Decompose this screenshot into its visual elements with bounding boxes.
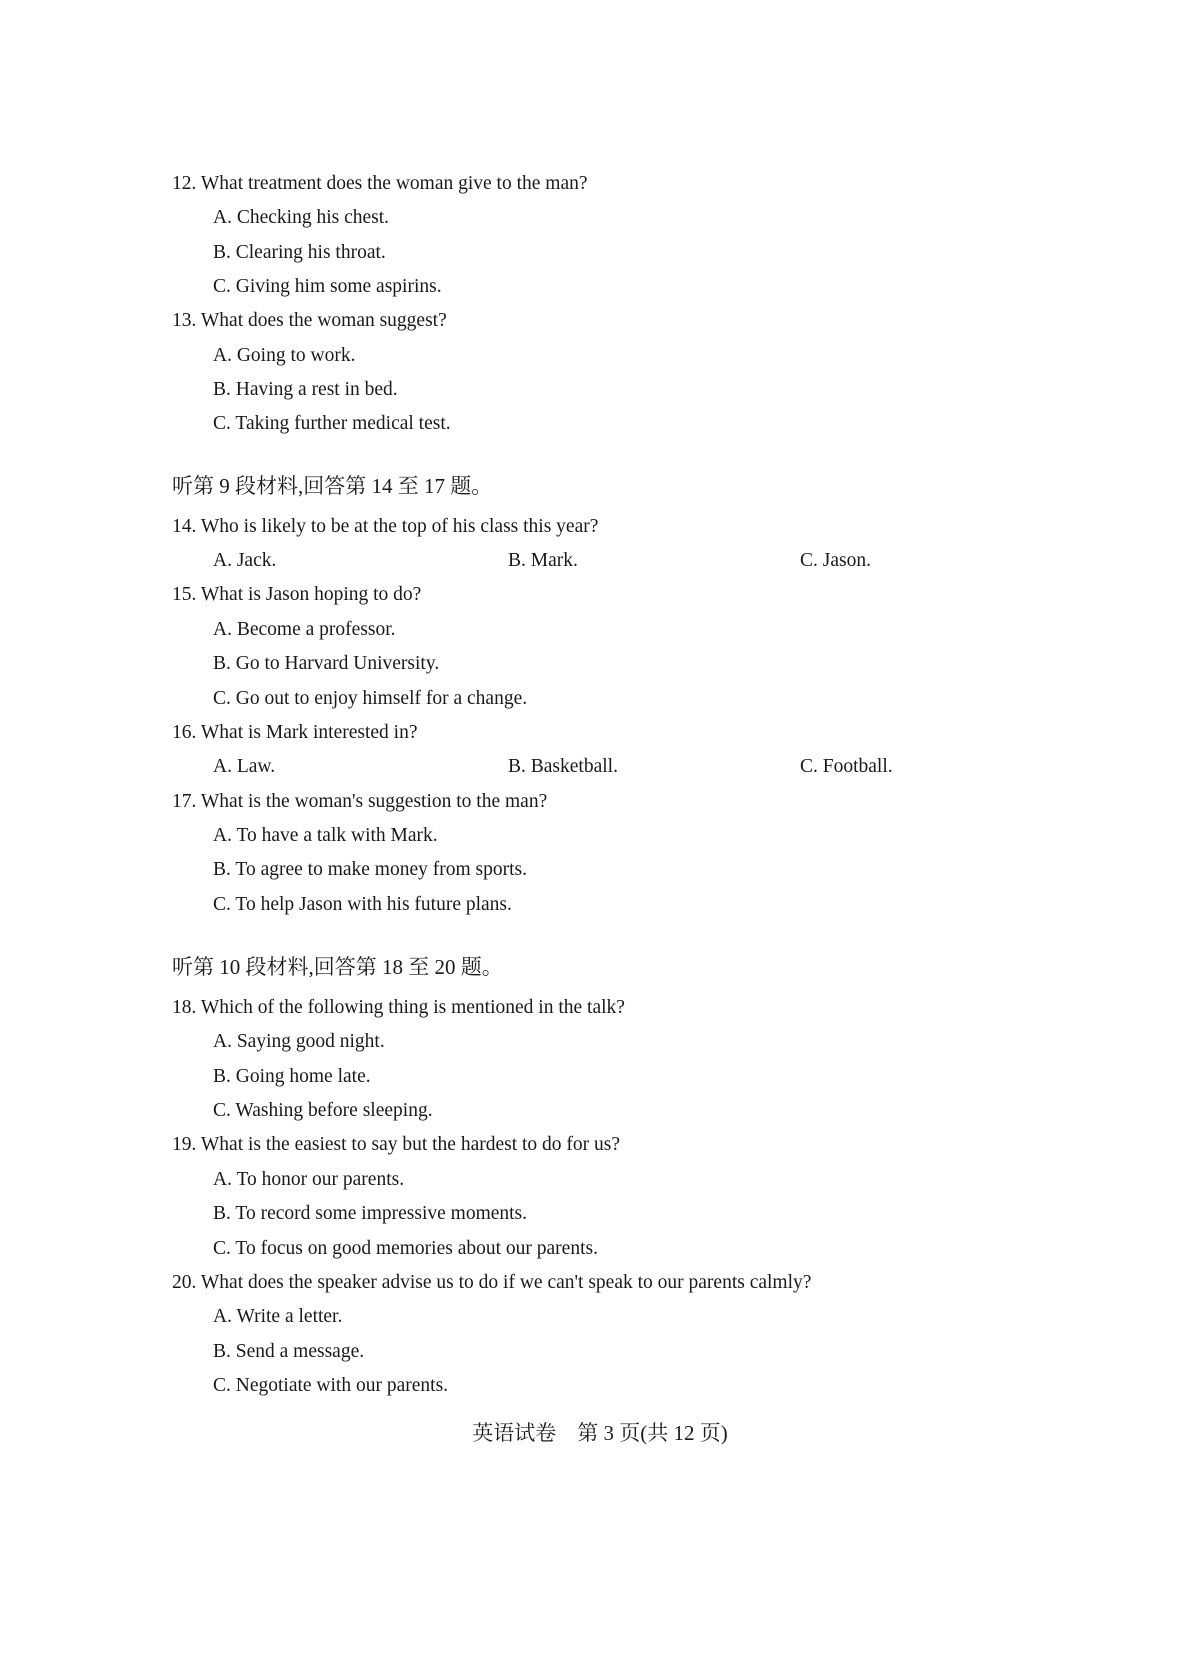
section-heading-10: 听第 10 段材料,回答第 18 至 20 题。 [172, 955, 503, 979]
question-13-option-a: A. Going to work. [213, 345, 356, 366]
question-20-stem: 20. What does the speaker advise us to do if we can't speak to our parents calmly? [172, 1272, 812, 1293]
question-20-option-b: B. Send a message. [213, 1341, 365, 1362]
question-13-option-c: C. Taking further medical test. [213, 413, 451, 434]
question-15-option-b: B. Go to Harvard University. [213, 653, 440, 674]
question-15-option-c: C. Go out to enjoy himself for a change. [213, 688, 528, 709]
question-16-stem: 16. What is Mark interested in? [172, 722, 418, 743]
section-heading-9: 听第 9 段材料,回答第 14 至 17 题。 [172, 474, 493, 498]
question-14-stem: 14. Who is likely to be at the top of his class this year? [172, 516, 599, 537]
question-19-option-a: A. To honor our parents. [213, 1169, 405, 1190]
question-12-option-c: C. Giving him some aspirins. [213, 276, 442, 297]
question-16-option-a: A. Law. [213, 756, 276, 777]
question-15-stem: 15. What is Jason hoping to do? [172, 584, 422, 605]
question-16-option-b: B. Basketball. [508, 756, 618, 777]
question-14-option-c: C. Jason. [800, 550, 871, 571]
question-13-option-b: B. Having a rest in bed. [213, 379, 398, 400]
question-18-option-b: B. Going home late. [213, 1066, 371, 1087]
question-12-option-b: B. Clearing his throat. [213, 242, 386, 263]
question-18-stem: 18. Which of the following thing is mentioned in the talk? [172, 997, 625, 1018]
question-20-option-c: C. Negotiate with our parents. [213, 1375, 449, 1396]
question-19-stem: 19. What is the easiest to say but the hardest to do for us? [172, 1134, 621, 1155]
question-19-option-b: B. To record some impressive moments. [213, 1203, 528, 1224]
question-18-option-c: C. Washing before sleeping. [213, 1100, 433, 1121]
question-17-option-c: C. To help Jason with his future plans. [213, 894, 512, 915]
question-13-stem: 13. What does the woman suggest? [172, 310, 447, 331]
question-12-option-a: A. Checking his chest. [213, 207, 390, 228]
question-17-option-a: A. To have a talk with Mark. [213, 825, 438, 846]
question-16-option-c: C. Football. [800, 756, 893, 777]
question-12-stem: 12. What treatment does the woman give to the man? [172, 173, 588, 194]
question-18-option-a: A. Saying good night. [213, 1031, 385, 1052]
question-17-stem: 17. What is the woman's suggestion to the man? [172, 791, 548, 812]
question-17-option-b: B. To agree to make money from sports. [213, 859, 527, 880]
question-19-option-c: C. To focus on good memories about our parents. [213, 1238, 598, 1259]
question-14-option-b: B. Mark. [508, 550, 578, 571]
question-20-option-a: A. Write a letter. [213, 1306, 343, 1327]
question-15-option-a: A. Become a professor. [213, 619, 396, 640]
question-14-option-a: A. Jack. [213, 550, 277, 571]
page-footer: 英语试卷 第 3 页(共 12 页) [472, 1421, 728, 1445]
